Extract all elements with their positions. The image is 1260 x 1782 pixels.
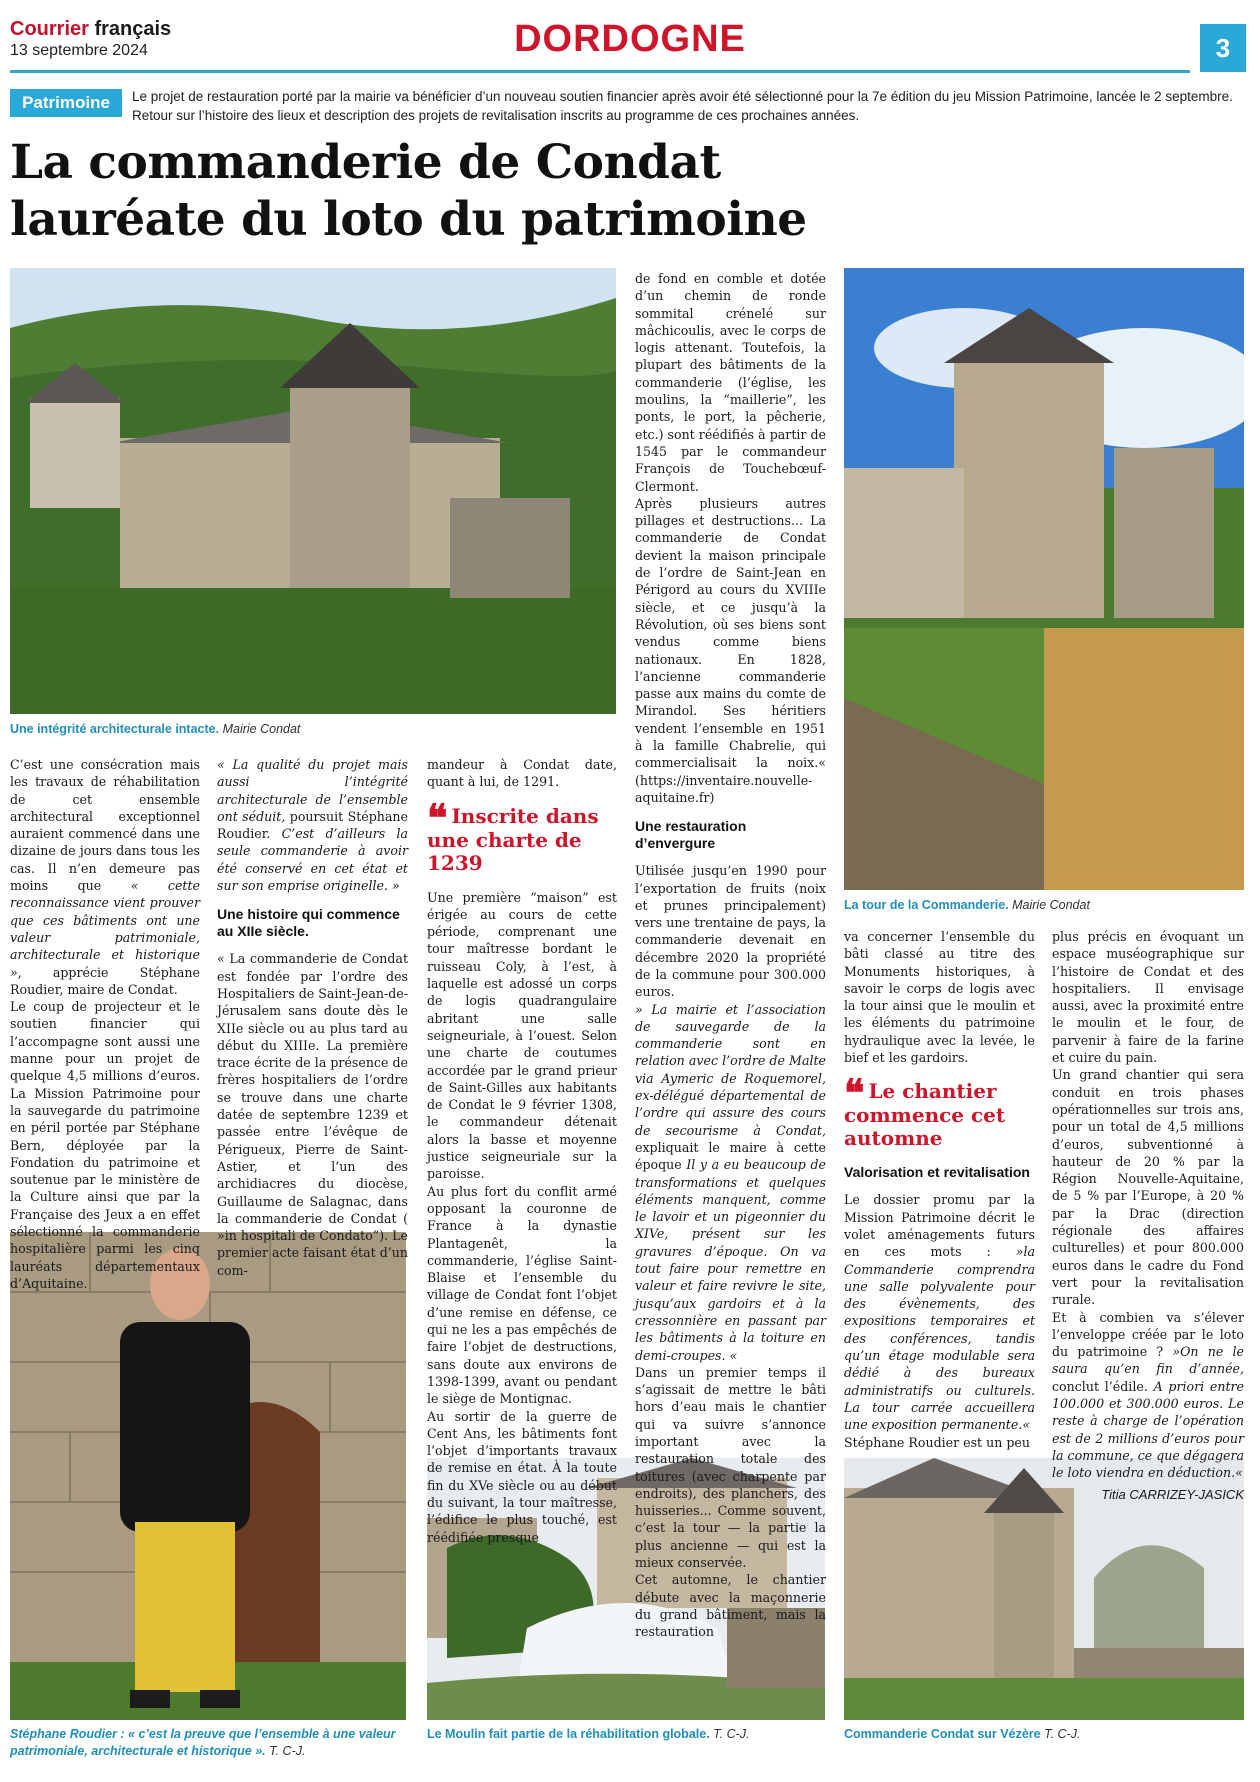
col4-p4-quote-a: » La mairie et l’association de sauvegarde de la commanderie sont en relation avec l’ordre de Malte via Aymeric de Roquemorel, ex-délégué départemental de l’ordre qui assure des cours de secourisme à Condat, (635, 1001, 826, 1138)
author-signature: Titia CARRIZEY-JASICK (1101, 1486, 1244, 1502)
col6-p3-quote-d: A priori entre 100.000 et 300.000 euros. Le reste à charge de l’opération est de 2 millions d’euros pour la commune, ce que dégagera le loto viendra en déduction.« (1052, 1378, 1245, 1481)
col4-paragraph-1: de fond en comble et dotée d’un chemin de ronde sommital crénelé sur mâchicoulis, avec le corps de logis attenant. Toutefois, la plupart des bâtiments de la commanderie (l’église, les moulins, la “maillerie”, les ponts, le port, la pêcherie, etc.) sont réédifiés à partir de 1545 par le commandeur François de Touchebœuf-Clermont. (635, 271, 826, 494)
col2-p1-part-b: poursuit Stéphane Roudier. (217, 808, 408, 842)
newspaper-brand[interactable] (10, 18, 171, 40)
col4-paragraph-4 (635, 1001, 826, 1364)
pull-quote-chantier (844, 1070, 1035, 1151)
caption-2-credit: Mairie Condat (1012, 898, 1090, 912)
caption-photo-4 (427, 1726, 825, 1743)
caption-5-text: Commanderie Condat sur Vézère (844, 1727, 1041, 1741)
col4-p4-part-b: expliquait le maire à cette époque (635, 1139, 826, 1173)
brand-courrier: Courrier (10, 18, 89, 40)
caption-photo-5 (844, 1726, 1244, 1743)
caption-2-text: La tour de la Commanderie. (844, 898, 1009, 912)
article-column-1 (10, 756, 200, 1292)
caption-3-credit: T. C-J. (269, 1744, 306, 1758)
caption-5-credit: T. C-J. (1044, 1727, 1081, 1741)
issue-date: 13 septembre 2024 (10, 42, 148, 59)
col6-paragraph-3 (1052, 1309, 1244, 1482)
article-headline (10, 134, 910, 248)
col3-paragraph-1: mandeur à Condat date, quant à lui, de 1291. (427, 757, 617, 790)
section-title: DORDOGNE (514, 18, 746, 60)
pull-quote-1-text: Inscrite dans une charte de 1239 (427, 803, 599, 875)
article-column-5 (844, 928, 1035, 1451)
caption-4-text: Le Moulin fait partie de la réhabilitation globale. (427, 1727, 710, 1741)
caption-1-credit: Mairie Condat (222, 722, 301, 736)
article-lead: Le projet de restauration porté par la mairie va bénéficier d’un nouveau soutien financier après avoir été sélectionné pour la 7e édition du jeu Mission Patrimoine, lancée le 2 septembre. Retour sur l’histoire des lieux et description des projets de revitalisation inscrits au programme de ces prochaines années. (132, 89, 1233, 123)
quote-mark-icon: ❝ (427, 794, 448, 840)
page-number: 3 (1200, 24, 1246, 72)
col3-paragraph-3: Au plus fort du conflit armé opposant la couronne de France à la dynastie Plantagenêt, la commanderie, l’église Saint-Blaise et l’ensemble du village de Condat font l’objet d’une remise en défense, ce qui ne les a pas empêchés de faire l’objet de destructions, sans doute aux environs de 1398-1399, avant ou pendant le siège de Montignac. (427, 1183, 617, 1407)
col4-p4-quote-c: Il y a eu beaucoup de transformations et quelques éléments manquent, comme le lavoir et un pigeonnier du XIVe, présent sur les gravures d’époque. On va tout faire pour remettre en valeur et faire revivre le site, jusqu’aux gardoirs et à la cressonnière en passant par les bâtiments à la toiture en demi-croupes. « (635, 1157, 826, 1363)
article-column-2 (217, 756, 408, 1279)
photo-tour-commanderie[interactable] (844, 268, 1244, 890)
caption-photo-3 (10, 1726, 406, 1760)
col1-p1-quote: « cette reconnaissance vient prouver que ces bâtiments ont une valeur patrimoniale, architecturale et historique » (10, 878, 200, 980)
commanderie-illustration (10, 268, 616, 714)
col6-p3-part-c: conclut l’édile. (1052, 1378, 1154, 1394)
col2-paragraph-1 (217, 756, 408, 894)
caption-photo-1 (10, 721, 616, 738)
portrait-illustration (10, 1232, 406, 1720)
col4-paragraph-3: Utilisée jusqu’en 1990 pour l’exportation de fruits (noix et prunes principalement) vers une trentaine de pays, la commanderie devenait en décembre 2020 la propriété de la commune pour 300.000 euros. (635, 863, 826, 1000)
caption-4-credit: T. C-J. (713, 1727, 750, 1741)
col6-paragraph-1: plus précis en évoquant un espace muséographique sur l’histoire de Condat et des hospitaliers. Il envisage aussi, avec la proximité entre le moulin et le four, de parvenir à faire de la farine et cuire du pain. (1052, 929, 1244, 1066)
rubric-tag[interactable]: Patrimoine (10, 89, 122, 117)
subhead-valorisation: Valorisation et revitalisation (844, 1164, 1030, 1181)
subhead-restauration: Une restauration d’envergure (635, 818, 747, 852)
col4-paragraph-5: Dans un premier temps il s’agissait de mettre le bâti hors d’eau mais le chantier qui va suivre s’annonce important avec la restauration totale des toitures (avec charpente par endroits), des planchers, des huisseries... Comme souvent, c’est la tour — la partie la plus ancienne — qui est la mieux conservée. (635, 1364, 826, 1571)
col6-p3-part-a: Et à combien va s’élever l’enveloppe créée par le loto du patrimoine ? (1052, 1309, 1244, 1360)
article-column-4 (635, 270, 826, 1641)
caption-photo-2 (844, 897, 1244, 914)
col5-paragraph-1: va concerner l’ensemble du bâti classé au titre des Monuments historiques, à savoir le corps de logis avec la tour ainsi que le moulin et les éléments du patrimoine hydraulique avec la levée, le bief et les gardoirs. (844, 929, 1035, 1066)
pull-quote-2-text: Le chantier commence cet automne (844, 1079, 1006, 1151)
col6-paragraph-2: Un grand chantier qui sera conduit en trois phases opérationnelles sur trois ans, pour un total de 4,5 millions d’euros, subventionné à hauteur de 20 % par la Région Nouvelle-Aquitaine, de 5 % par l’Europe, à 20 % par la Drac (direction régionale des affaires culturelles) et pour 800.000 euros dans le cadre du Fond vert pour la revitalisation rurale. (1052, 1067, 1244, 1308)
subhead-histoire: Une histoire qui commence au XIIe siècle. (217, 906, 400, 940)
col3-paragraph-2: Une première “maison” est érigée au cours de cette période, comprenant une tour maîtresse bordant le ruisseau Coly, à l’est, à laquelle est adossé un corps de logis quadrangulaire abritant une salle seigneuriale, à l’ouest. Selon une charte de coutumes accordée par le grand prieur de Saint-Gilles aux habitants de Condat le 9 février 1308, le commandeur détenait alors la basse et moyenne justice seigneuriale sur la paroisse. (427, 889, 617, 1182)
headline-line-2: lauréate du loto du patrimoine (10, 192, 807, 247)
article-column-6 (1052, 928, 1244, 1503)
caption-1-text: Une intégrité architecturale intacte. (10, 722, 220, 736)
col3-paragraph-4: Au sortir de la guerre de Cent Ans, les bâtiments font l’objet d’importants travaux de remise en état. À la toute fin du XVe siècle ou au début du suivant, la tour maîtresse, l’édifice le plus touché, est réédifiée presque (427, 1408, 617, 1545)
col2-p1-quote-c: C’est d’ailleurs la seule commanderie à avoir été conservé en cet état et sur son emprise originelle. » (217, 826, 408, 894)
col5-p2-quote: »la Commanderie comprendra une salle polyvalente pour des évènements, des expositions temporaires et des conférences, tandis qu’un étage modulable sera dédié à des bureaux administratifs ou culturels. La tour carrée accueillera une exposition permanente.« (844, 1244, 1035, 1433)
col5-p2-part-a: Le dossier promu par la Mission Patrimoine décrit le volet aménagements futurs en ces mots : (844, 1192, 1035, 1260)
tower-illustration (844, 268, 1244, 890)
col6-p3-quote-b: »On ne le saura qu’en fin d’année, (1052, 1344, 1244, 1377)
col2-p1-quote-a: « La qualité du projet mais aussi l’intégrité architecturale de l’ensemble ont séduit, (217, 757, 408, 824)
caption-3-text: Stéphane Roudier : « c’est la preuve que l’ensemble à une valeur patrimoniale, architecturale et historique ». (10, 1727, 396, 1758)
masthead (0, 0, 1260, 76)
headline-line-1: La commanderie de Condat (10, 135, 721, 190)
article-column-3 (427, 756, 617, 1546)
col4-paragraph-6: Cet automne, le chantier débute avec la maçonnerie du grand bâtiment, mais la restauration (635, 1572, 826, 1640)
quote-mark-icon: ❝ (844, 1070, 865, 1116)
col1-paragraph-1 (10, 756, 200, 998)
col4-paragraph-2: Après plusieurs autres pillages et destructions... La commanderie de Condat devient la maison principale de l’ordre de Saint-Jean en Périgord au cours du XVIIIe siècle, et ce jusqu’à la Révolution, où ses biens sont vendus comme biens nationaux. En 1828, l’ancienne commanderie passe aux mains du comte de Mirandol. Ses héritiers vendent l’ensemble en 1951 à la famille Chabrelie, qui commercialisait la noix.« (https://inventaire.nouvelle-aquitaine.fr) (635, 495, 826, 805)
col1-paragraph-2: Le coup de projecteur et le soutien financier qui l’accompagne sont aussi une manne pour un projet de quelque 4,5 millions d’euros. La Mission Patrimoine pour la sauvegarde du patrimoine en péril portée par Stéphane Bern, déployée par la Fondation du patrimoine et soutenue par le ministère de la Culture ainsi que par la Française des Jeux a en effet sélectionné la commanderie hospitalière parmi les cinq lauréats départementaux d’Aquitaine. (10, 999, 200, 1291)
brand-francais: français (94, 18, 172, 40)
col5-paragraph-2 (844, 1191, 1035, 1433)
col5-paragraph-3: Stéphane Roudier est un peu (844, 1434, 1030, 1450)
photo-commanderie-ensemble[interactable] (10, 268, 616, 714)
header-rule (10, 70, 1190, 73)
col1-p1-part-c: , apprécie Stéphane Roudier, maire de Condat. (10, 964, 200, 997)
col1-p1-part-a: C’est une consécration mais les travaux de réhabilitation de cet ensemble architectural exceptionnel auraient commencé dans une dizaine de jours dans tous les cas. Il n’en demeure pas moins que (10, 757, 200, 894)
photo-stephane-roudier[interactable] (10, 1232, 406, 1720)
col2-paragraph-2: « La commanderie de Condat est fondée par l’ordre des Hospitaliers de Saint-Jean-de-Jérusalem sans doute dès le XIIe siècle ou au plus tard au début du XIIIe. La première trace écrite de la présence de frères hospitaliers de l’ordre se trouve dans une charte datée de septembre 1239 et passée entre l’évêque de Périgueux, Pierre de Saint-Astier, et l’un des archidiacres du diocèse, Guillaume de Salagnac, dans la commanderie de Condat ( »in hospitali de Condato”). Le premier acte faisant état d’un com- (217, 951, 408, 1278)
pull-quote-charte (427, 794, 617, 875)
